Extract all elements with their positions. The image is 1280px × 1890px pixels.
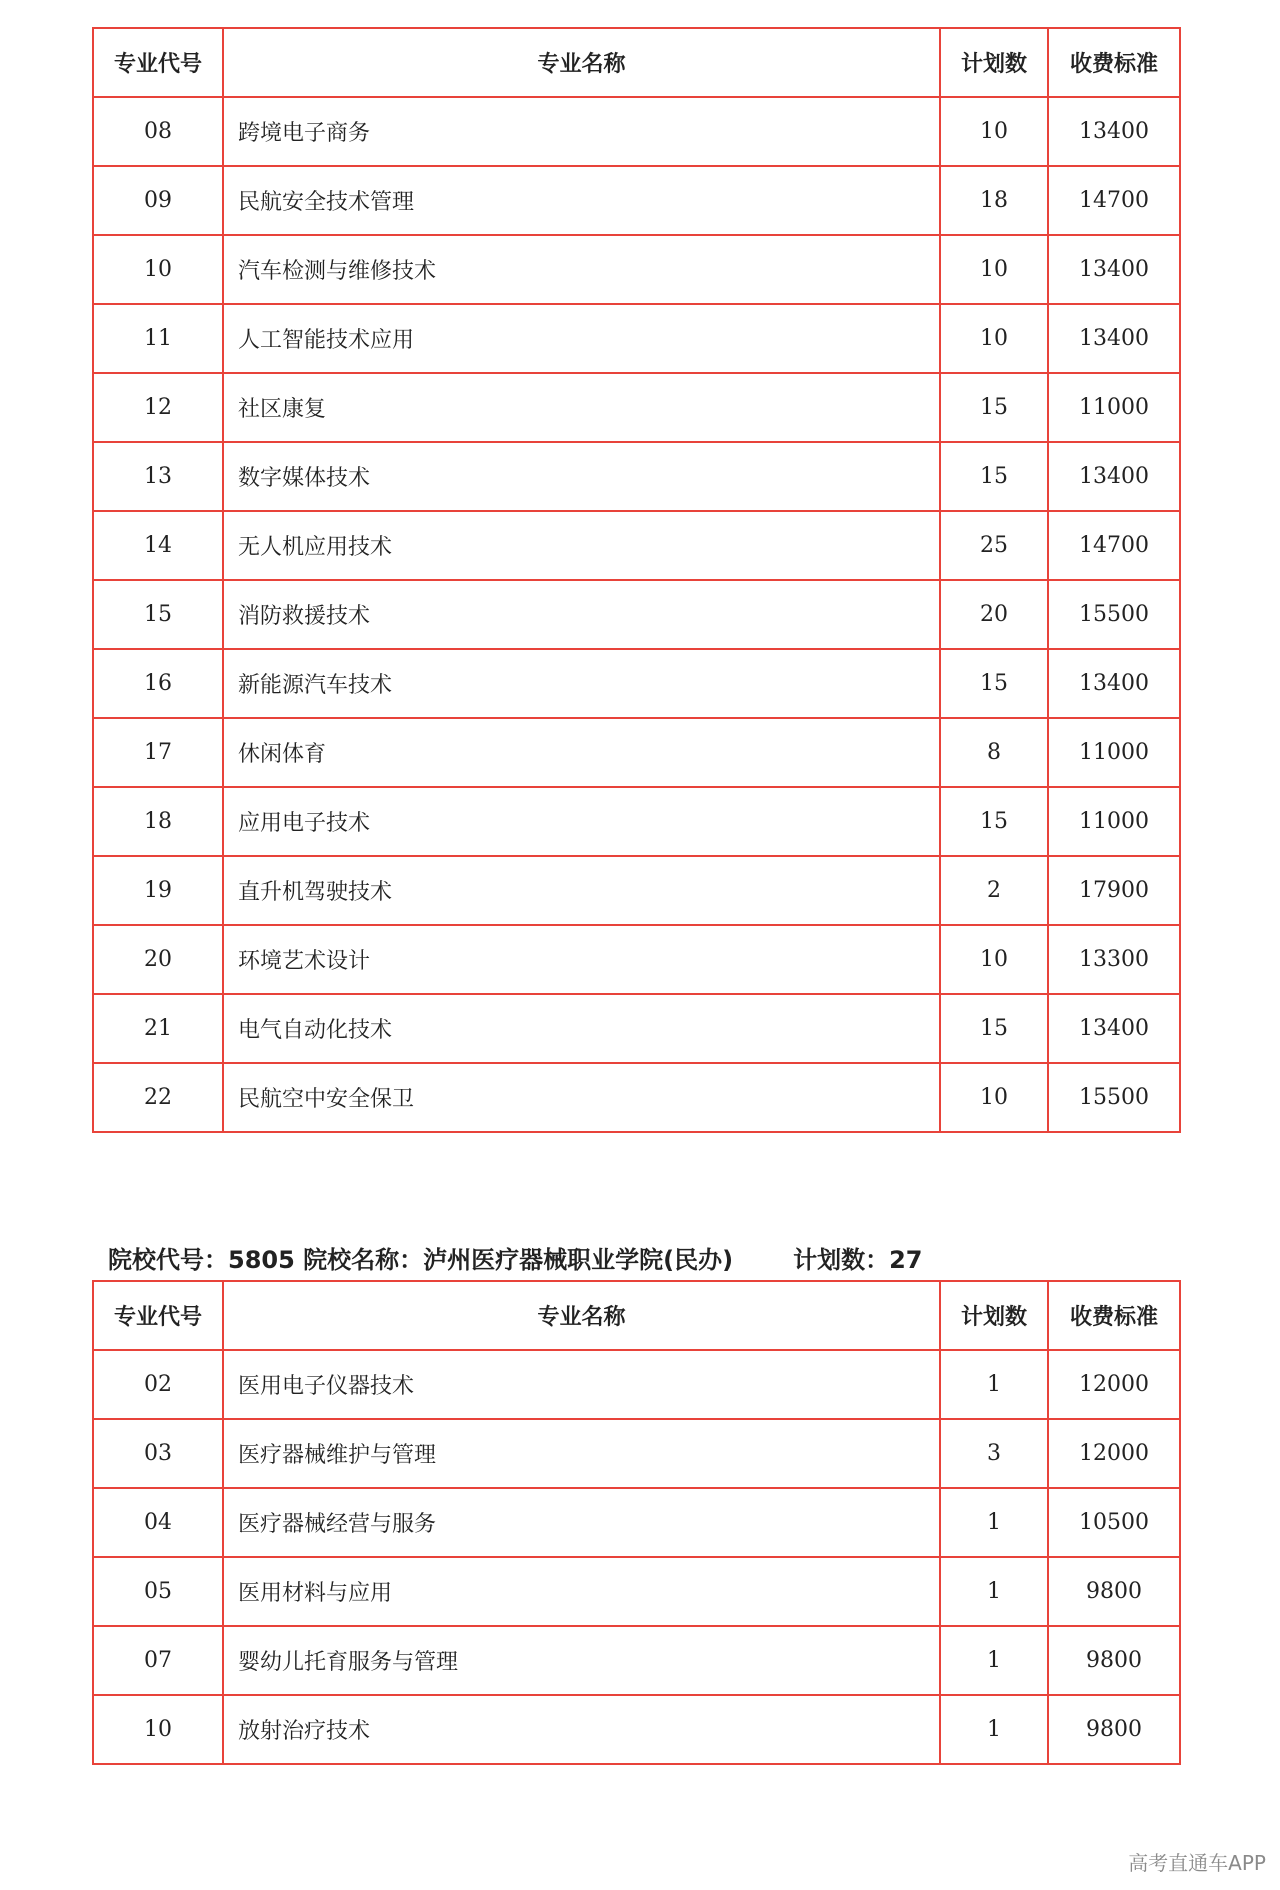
cell-plan: 15: [940, 442, 1048, 511]
table-row: [93, 1557, 1180, 1626]
table-row: [93, 235, 1180, 304]
table-row: [93, 511, 1180, 580]
table-row: [93, 442, 1180, 511]
header-plan: 计划数: [940, 28, 1048, 97]
school-plan: 27: [889, 1246, 923, 1274]
cell-fee: 11000: [1048, 373, 1180, 442]
cell-name: 医用材料与应用: [223, 1557, 940, 1626]
major-table-2: [92, 1280, 1181, 1765]
cell-code: 03: [93, 1419, 223, 1488]
cell-name: 民航空中安全保卫: [223, 1063, 940, 1132]
cell-name: 新能源汽车技术: [223, 649, 940, 718]
watermark: 高考直通车APP: [1128, 1851, 1266, 1875]
cell-code: 22: [93, 1063, 223, 1132]
cell-code: 13: [93, 442, 223, 511]
cell-plan: 15: [940, 787, 1048, 856]
cell-code: 10: [93, 235, 223, 304]
cell-code: 19: [93, 856, 223, 925]
cell-plan: 1: [940, 1557, 1048, 1626]
cell-plan: 10: [940, 304, 1048, 373]
cell-name: 应用电子技术: [223, 787, 940, 856]
cell-fee: 13400: [1048, 235, 1180, 304]
school-heading: [108, 1240, 923, 1275]
school-code: 5805: [228, 1246, 295, 1274]
table-row: [93, 1350, 1180, 1419]
table-row: [93, 994, 1180, 1063]
cell-plan: 10: [940, 97, 1048, 166]
table-row: [93, 787, 1180, 856]
cell-fee: 11000: [1048, 787, 1180, 856]
header-name: 专业名称: [223, 1281, 940, 1350]
cell-fee: 13400: [1048, 97, 1180, 166]
cell-fee: 14700: [1048, 511, 1180, 580]
cell-fee: 17900: [1048, 856, 1180, 925]
school-plan-label: 计划数：: [793, 1246, 890, 1274]
cell-name: 跨境电子商务: [223, 97, 940, 166]
table-row: [93, 166, 1180, 235]
table-row: [93, 580, 1180, 649]
header-name: 专业名称: [223, 28, 940, 97]
header-code: 专业代号: [93, 28, 223, 97]
cell-fee: 13300: [1048, 925, 1180, 994]
cell-name: 人工智能技术应用: [223, 304, 940, 373]
cell-code: 09: [93, 166, 223, 235]
cell-fee: 15500: [1048, 580, 1180, 649]
cell-fee: 13400: [1048, 649, 1180, 718]
table-row: [93, 649, 1180, 718]
table-row: [93, 856, 1180, 925]
cell-fee: 13400: [1048, 994, 1180, 1063]
cell-code: 16: [93, 649, 223, 718]
cell-fee: 9800: [1048, 1626, 1180, 1695]
cell-plan: 15: [940, 373, 1048, 442]
cell-name: 休闲体育: [223, 718, 940, 787]
header-plan: 计划数: [940, 1281, 1048, 1350]
table-row: [93, 304, 1180, 373]
cell-name: 医用电子仪器技术: [223, 1350, 940, 1419]
cell-plan: 1: [940, 1626, 1048, 1695]
cell-code: 15: [93, 580, 223, 649]
cell-code: 18: [93, 787, 223, 856]
table-row: [93, 1063, 1180, 1132]
cell-plan: 15: [940, 649, 1048, 718]
cell-name: 医疗器械维护与管理: [223, 1419, 940, 1488]
table-row: [93, 1695, 1180, 1764]
cell-code: 04: [93, 1488, 223, 1557]
header-fee: 收费标准: [1048, 28, 1180, 97]
cell-code: 12: [93, 373, 223, 442]
cell-plan: 20: [940, 580, 1048, 649]
cell-name: 数字媒体技术: [223, 442, 940, 511]
cell-code: 21: [93, 994, 223, 1063]
cell-code: 14: [93, 511, 223, 580]
cell-plan: 25: [940, 511, 1048, 580]
cell-name: 环境艺术设计: [223, 925, 940, 994]
table-row: [93, 1626, 1180, 1695]
table-row: [93, 97, 1180, 166]
cell-code: 17: [93, 718, 223, 787]
cell-fee: 12000: [1048, 1419, 1180, 1488]
table-header-row: [93, 1281, 1180, 1350]
cell-code: 11: [93, 304, 223, 373]
cell-name: 电气自动化技术: [223, 994, 940, 1063]
cell-fee: 9800: [1048, 1557, 1180, 1626]
cell-plan: 8: [940, 718, 1048, 787]
cell-fee: 9800: [1048, 1695, 1180, 1764]
school-name: 泸州医疗器械职业学院(民办): [423, 1246, 734, 1274]
cell-name: 医疗器械经营与服务: [223, 1488, 940, 1557]
header-code: 专业代号: [93, 1281, 223, 1350]
cell-fee: 12000: [1048, 1350, 1180, 1419]
cell-plan: 2: [940, 856, 1048, 925]
cell-name: 直升机驾驶技术: [223, 856, 940, 925]
cell-plan: 1: [940, 1350, 1048, 1419]
cell-code: 02: [93, 1350, 223, 1419]
cell-plan: 10: [940, 235, 1048, 304]
table-row: [93, 925, 1180, 994]
cell-plan: 1: [940, 1488, 1048, 1557]
cell-name: 民航安全技术管理: [223, 166, 940, 235]
cell-fee: 13400: [1048, 304, 1180, 373]
cell-fee: 11000: [1048, 718, 1180, 787]
cell-code: 05: [93, 1557, 223, 1626]
cell-code: 08: [93, 97, 223, 166]
major-table-1: [92, 27, 1181, 1133]
cell-fee: 13400: [1048, 442, 1180, 511]
table-row: [93, 373, 1180, 442]
cell-name: 放射治疗技术: [223, 1695, 940, 1764]
header-fee: 收费标准: [1048, 1281, 1180, 1350]
table-row: [93, 1488, 1180, 1557]
school-code-label: 院校代号：: [108, 1246, 228, 1274]
cell-name: 消防救援技术: [223, 580, 940, 649]
table-header-row: [93, 28, 1180, 97]
cell-code: 10: [93, 1695, 223, 1764]
school-name-label: 院校名称：: [303, 1246, 424, 1274]
cell-code: 20: [93, 925, 223, 994]
table-row: [93, 718, 1180, 787]
cell-fee: 15500: [1048, 1063, 1180, 1132]
cell-fee: 14700: [1048, 166, 1180, 235]
cell-plan: 3: [940, 1419, 1048, 1488]
cell-fee: 10500: [1048, 1488, 1180, 1557]
cell-name: 汽车检测与维修技术: [223, 235, 940, 304]
cell-name: 无人机应用技术: [223, 511, 940, 580]
cell-plan: 1: [940, 1695, 1048, 1764]
cell-code: 07: [93, 1626, 223, 1695]
cell-plan: 18: [940, 166, 1048, 235]
cell-name: 婴幼儿托育服务与管理: [223, 1626, 940, 1695]
cell-plan: 10: [940, 925, 1048, 994]
cell-plan: 10: [940, 1063, 1048, 1132]
cell-name: 社区康复: [223, 373, 940, 442]
cell-plan: 15: [940, 994, 1048, 1063]
table-row: [93, 1419, 1180, 1488]
